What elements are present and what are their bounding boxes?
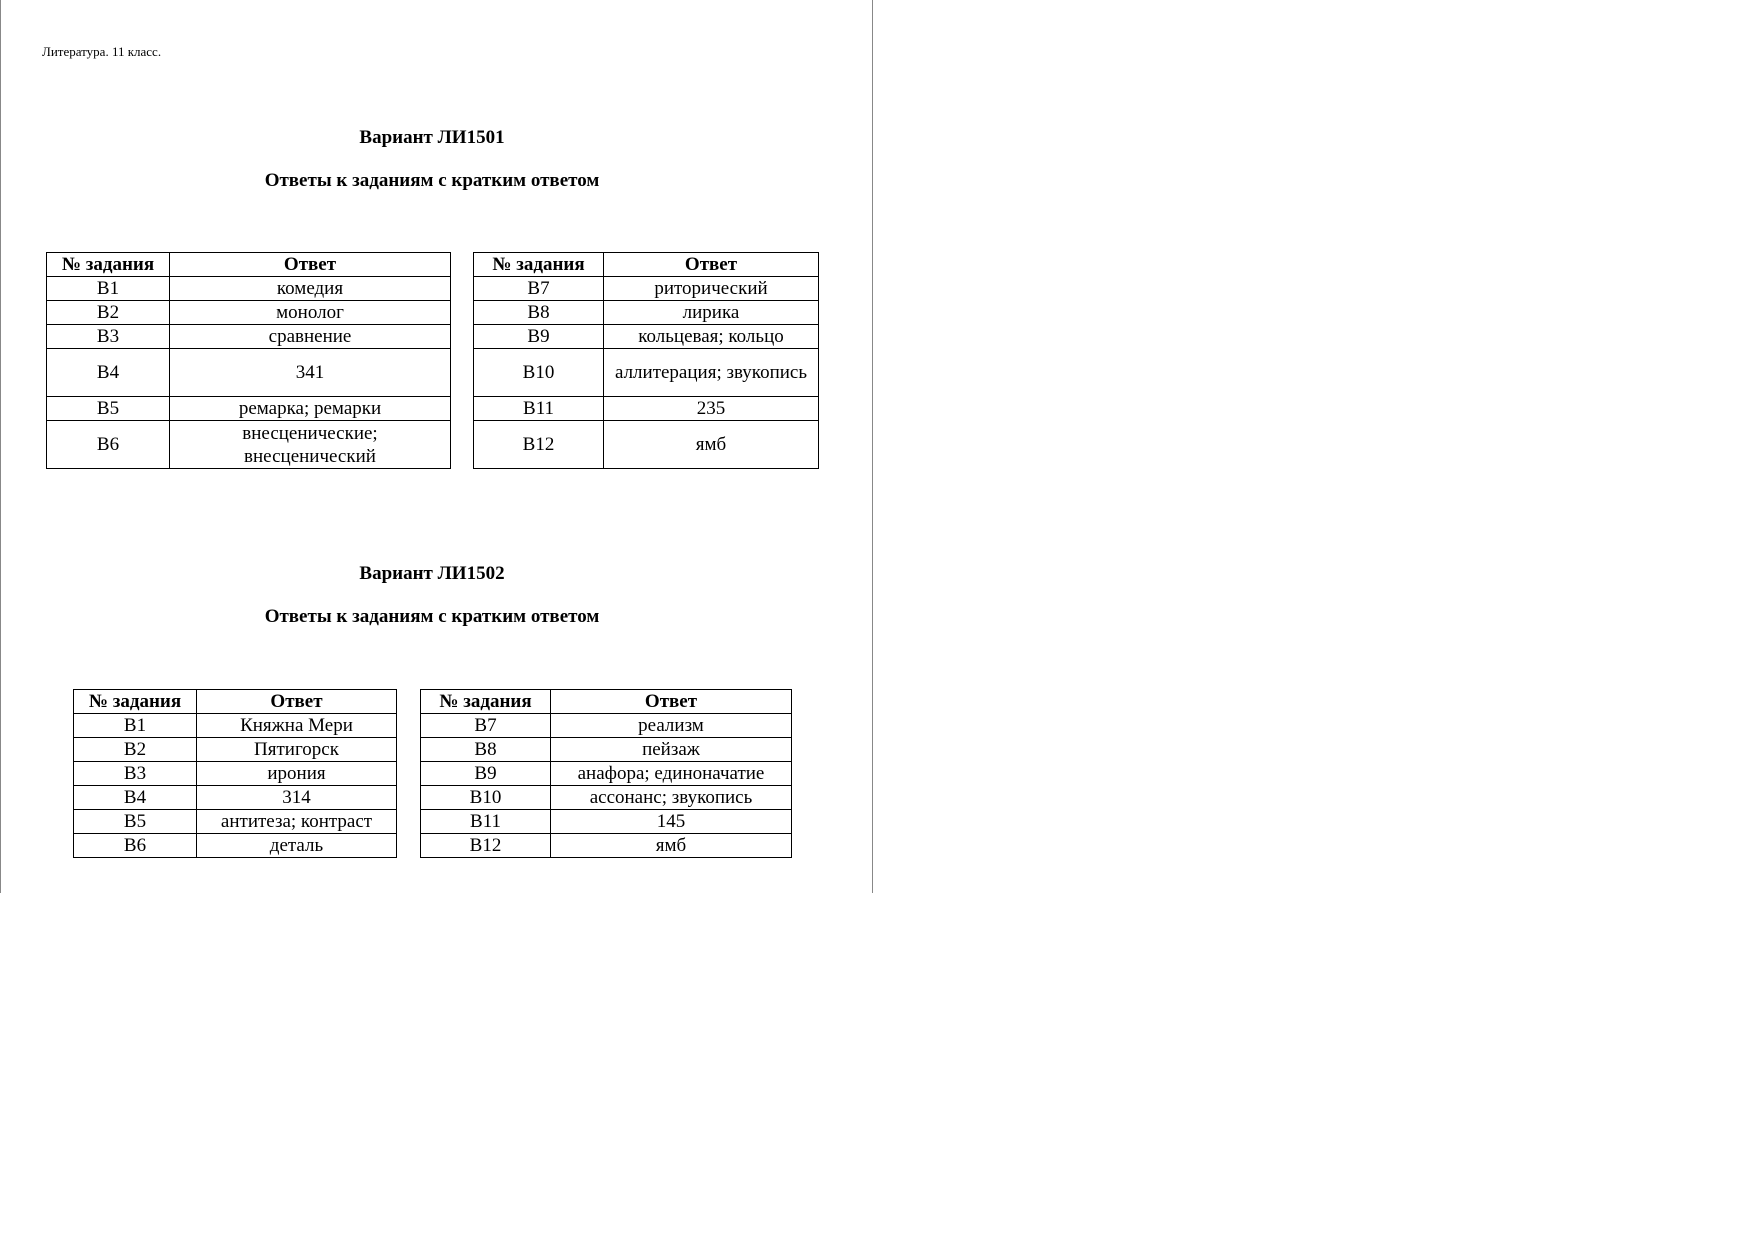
table-row	[47, 397, 451, 421]
task-number: B4	[47, 349, 170, 397]
task-answer: кольцевая; кольцо	[604, 325, 819, 349]
task-number: B8	[421, 738, 551, 762]
table-row	[47, 421, 451, 469]
task-number: B8	[474, 301, 604, 325]
variant-1-table-left	[46, 252, 451, 469]
variant-1-table-right	[473, 252, 819, 469]
task-answer: ассонанс; звукопись	[551, 786, 792, 810]
task-answer: деталь	[197, 834, 397, 858]
task-answer: монолог	[170, 301, 451, 325]
variant-2-table-right	[420, 689, 792, 858]
column-header-answer: Ответ	[197, 690, 397, 714]
table-row	[474, 349, 819, 397]
variant-1-subtitle: Ответы к заданиям с кратким ответом	[264, 170, 600, 191]
table-row	[474, 277, 819, 301]
table-row	[474, 421, 819, 469]
task-number: B3	[47, 325, 170, 349]
table-header-row	[74, 690, 397, 714]
task-answer: Пятигорск	[197, 738, 397, 762]
task-number: B10	[421, 786, 551, 810]
task-answer: антитеза; контраст	[197, 810, 397, 834]
task-number: B2	[74, 738, 197, 762]
task-answer: комедия	[170, 277, 451, 301]
task-answer: ямб	[551, 834, 792, 858]
table-row	[421, 834, 792, 858]
task-number: B11	[421, 810, 551, 834]
table-header-row	[421, 690, 792, 714]
task-number: B9	[421, 762, 551, 786]
column-header-answer: Ответ	[604, 253, 819, 277]
table-row	[421, 738, 792, 762]
task-number: B5	[74, 810, 197, 834]
task-number: B7	[421, 714, 551, 738]
column-header-task: № задания	[474, 253, 604, 277]
task-number: B12	[421, 834, 551, 858]
task-answer: риторический	[604, 277, 819, 301]
table-row	[421, 714, 792, 738]
page-header-note: Литература. 11 класс.	[42, 44, 162, 59]
task-answer: сравнение	[170, 325, 451, 349]
task-answer: аллитерация; звукопись	[604, 349, 819, 397]
table-row	[47, 325, 451, 349]
task-answer: лирика	[604, 301, 819, 325]
column-header-task: № задания	[74, 690, 197, 714]
table-row	[74, 738, 397, 762]
task-number: B7	[474, 277, 604, 301]
table-row	[74, 786, 397, 810]
task-answer: 341	[170, 349, 451, 397]
task-number: B2	[47, 301, 170, 325]
column-header-task: № задания	[421, 690, 551, 714]
task-answer: ремарка; ремарки	[170, 397, 451, 421]
task-number: B1	[74, 714, 197, 738]
task-answer: ирония	[197, 762, 397, 786]
document-page	[0, 0, 873, 893]
task-number: B1	[47, 277, 170, 301]
task-number: B11	[474, 397, 604, 421]
task-number: B10	[474, 349, 604, 397]
task-number: B12	[474, 421, 604, 469]
table-row	[474, 325, 819, 349]
variant-2-table-left	[73, 689, 397, 858]
variant-2-subtitle: Ответы к заданиям с кратким ответом	[264, 606, 600, 627]
column-header-answer: Ответ	[551, 690, 792, 714]
column-header-task: № задания	[47, 253, 170, 277]
task-number: B9	[474, 325, 604, 349]
task-answer: анафора; единоначатие	[551, 762, 792, 786]
table-row	[474, 301, 819, 325]
table-row	[74, 762, 397, 786]
table-row	[47, 277, 451, 301]
task-answer: реализм	[551, 714, 792, 738]
task-answer: внесценические; внесценический	[170, 421, 451, 469]
task-answer: 145	[551, 810, 792, 834]
task-number: B3	[74, 762, 197, 786]
task-number: B5	[47, 397, 170, 421]
task-answer: Княжна Мери	[197, 714, 397, 738]
table-row	[421, 786, 792, 810]
table-row	[74, 810, 397, 834]
variant-1-title: Вариант ЛИ1501	[359, 127, 505, 148]
table-header-row	[47, 253, 451, 277]
table-row	[474, 397, 819, 421]
page-right-edge	[872, 0, 873, 893]
table-row	[421, 810, 792, 834]
task-answer: пейзаж	[551, 738, 792, 762]
task-answer: 235	[604, 397, 819, 421]
table-row	[74, 714, 397, 738]
column-header-answer: Ответ	[170, 253, 451, 277]
task-number: B4	[74, 786, 197, 810]
task-number: B6	[74, 834, 197, 858]
task-number: B6	[47, 421, 170, 469]
variant-2-title: Вариант ЛИ1502	[359, 563, 505, 584]
table-row	[47, 301, 451, 325]
task-answer: 314	[197, 786, 397, 810]
table-row	[74, 834, 397, 858]
table-row	[421, 762, 792, 786]
table-header-row	[474, 253, 819, 277]
task-answer: ямб	[604, 421, 819, 469]
table-row	[47, 349, 451, 397]
